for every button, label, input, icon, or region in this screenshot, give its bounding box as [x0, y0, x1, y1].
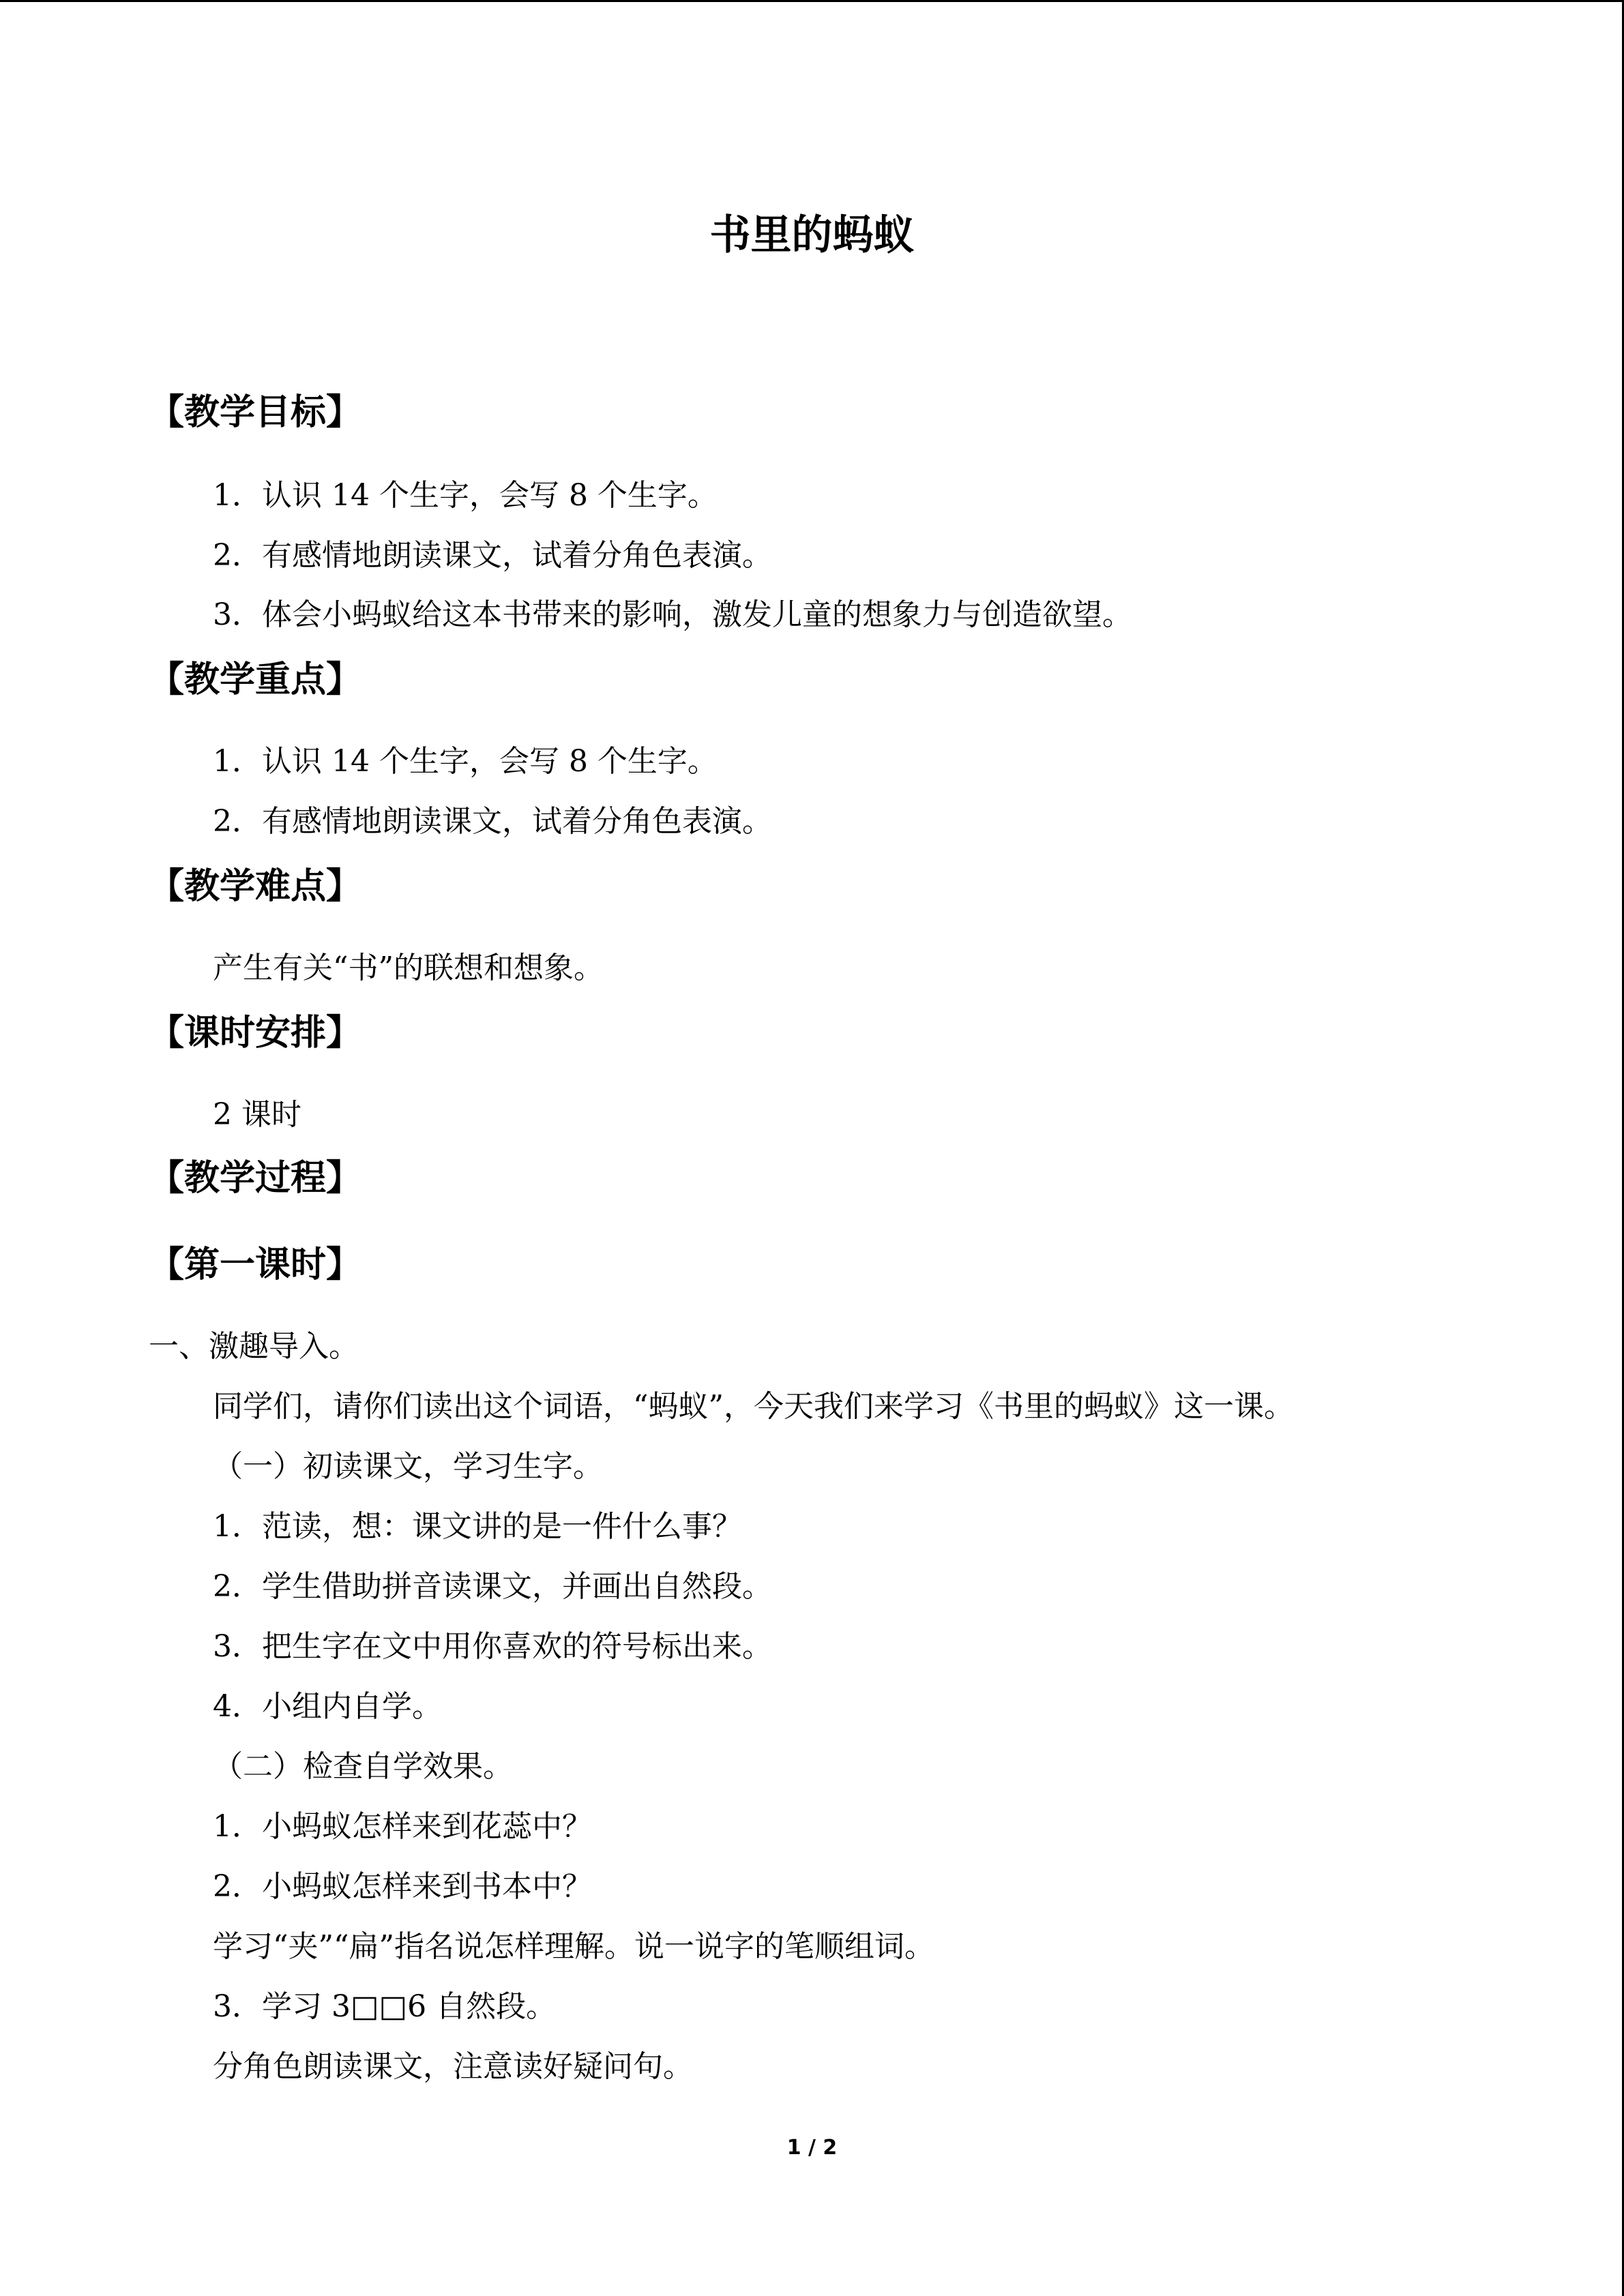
document-title: 书里的蚂蚁 [709, 211, 915, 259]
lesson-line-3: 1．范读，想：课文讲的是一件什么事？ [213, 1509, 742, 1544]
heading-process: 【教学过程】 [149, 1158, 362, 1199]
lesson-line-12: 分角色朗读课文，注意读好疑问句。 [213, 2049, 693, 2084]
key-point-item-2: 2．有感情地朗读课文，试着分角色表演。 [213, 804, 772, 839]
lesson-line-4: 2．学生借助拼音读课文，并画出自然段。 [213, 1569, 772, 1604]
lesson-line-6: 4．小组内自学。 [213, 1689, 442, 1724]
page-top-border [0, 0, 1624, 2]
key-point-item-1: 1．认识 14 个生字，会写 8 个生字。 [213, 744, 718, 779]
objective-item-2: 2．有感情地朗读课文，试着分角色表演。 [213, 538, 772, 573]
heading-difficulties: 【教学难点】 [149, 866, 362, 907]
lesson-line-7: （二）检查自学效果。 [213, 1749, 513, 1784]
lesson-line-2: （一）初读课文，学习生字。 [213, 1449, 603, 1484]
lesson-line-10: 学习“夹”“扁”指名说怎样理解。说一说字的笔顺组词。 [213, 1929, 934, 1964]
step-one-intro: 一、激趣导入。 [149, 1329, 359, 1364]
lesson-line-11: 3．学习 3□□6 自然段。 [213, 1989, 557, 2024]
schedule-text: 2 课时 [213, 1097, 301, 1132]
page-number: 1 / 2 [786, 2136, 838, 2160]
heading-key-points: 【教学重点】 [149, 659, 362, 700]
heading-objectives: 【教学目标】 [149, 392, 362, 433]
lesson-line-9: 2．小蚂蚁怎样来到书本中？ [213, 1869, 592, 1904]
difficulties-text: 产生有关“书”的联想和想象。 [213, 951, 604, 985]
lesson-line-8: 1．小蚂蚁怎样来到花蕊中？ [213, 1809, 592, 1844]
objective-item-1: 1．认识 14 个生字，会写 8 个生字。 [213, 478, 718, 513]
lesson-line-1: 同学们，请你们读出这个词语，“蚂蚁”，今天我们来学习《书里的蚂蚁》这一课。 [213, 1389, 1294, 1424]
lesson-line-5: 3．把生字在文中用你喜欢的符号标出来。 [213, 1629, 772, 1664]
objective-item-3: 3．体会小蚂蚁给这本书带来的影响，激发儿童的想象力与创造欲望。 [213, 597, 1132, 632]
heading-schedule: 【课时安排】 [149, 1013, 362, 1054]
heading-first-lesson: 【第一课时】 [149, 1244, 362, 1285]
